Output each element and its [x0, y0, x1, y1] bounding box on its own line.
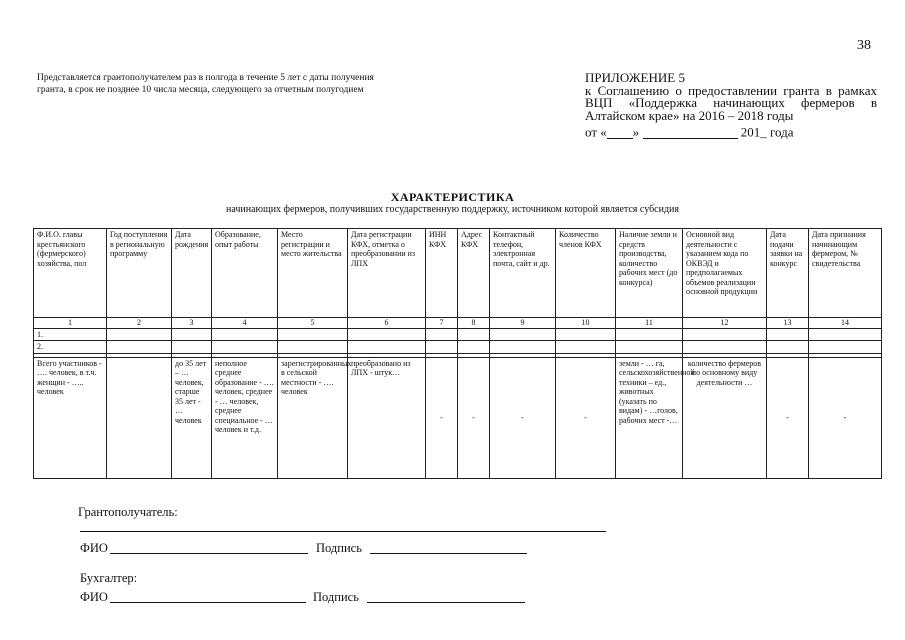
header-cell: Дата подачи заявки на конкурс	[767, 229, 809, 318]
date-day-blank	[607, 126, 633, 139]
total-education: неполное среднее образование - …. человек, среднее - … человек, среднее специальное - … человек и т.д.	[212, 357, 278, 478]
date-month-blank	[643, 126, 738, 139]
total-contacts: -	[490, 357, 556, 478]
row-number: 1.	[34, 328, 107, 341]
total-registration: зарегистрированных в сельской местности - …. человек	[278, 357, 348, 478]
total-participants: Всего участников - …. человек, в т.ч. женщин - ….. человек	[34, 357, 107, 478]
appendix-date	[585, 126, 877, 139]
header-cell: ИНН КФХ	[426, 229, 458, 318]
total-address: -	[458, 357, 490, 478]
table-row	[34, 328, 882, 341]
recipient-line	[80, 531, 606, 532]
accountant-sign-label: Подпись	[313, 590, 359, 604]
column-number: 12	[683, 318, 767, 329]
header-cell: Контактный телефон, электронная почта, сайт и др.	[490, 229, 556, 318]
accountant-sign-line[interactable]	[367, 602, 525, 603]
accountant-fio-label: ФИО	[80, 590, 108, 604]
document-subheading: начинающих фермеров, получивших государственную поддержку, источником которой является субсидия	[225, 204, 680, 215]
total-application-date: -	[767, 357, 809, 478]
date-mid: »	[632, 124, 640, 140]
total-members: -	[556, 357, 616, 478]
column-number: 13	[767, 318, 809, 329]
fio-label: ФИО	[80, 541, 108, 555]
fio-line[interactable]	[110, 553, 308, 554]
total-converted: преобразовано из ЛПХ - штук…	[348, 357, 426, 478]
column-number: 8	[458, 318, 490, 329]
appendix-block	[585, 72, 877, 139]
total-recognition-date: -	[809, 357, 882, 478]
header-cell: Основной вид деятельности с указанием кода по ОКВЭД и предполагаемых объемов реализации основной продукции	[683, 229, 767, 318]
column-number-row	[34, 318, 882, 329]
column-number: 2	[107, 318, 172, 329]
appendix-body: к Соглашению о предоставлении гранта в рамках ВЦП «Поддержка начинающих фермеров в Алтайском крае» на 2016 – 2018 годы	[585, 82, 877, 123]
column-number: 3	[172, 318, 212, 329]
table-row	[34, 341, 882, 354]
header-cell: Год поступления в региональную программу	[107, 229, 172, 318]
column-number: 5	[278, 318, 348, 329]
header-cell: Ф.И.О. главы крестьянского (фермерского) хозяйства, пол	[34, 229, 107, 318]
recipient-label: Грантополучатель:	[78, 505, 178, 519]
sign-label: Подпись	[316, 541, 362, 555]
header-cell: Дата рождения	[172, 229, 212, 318]
table-header-row	[34, 229, 882, 318]
date-year: 201_	[740, 124, 767, 140]
header-cell: Дата признания начинающим фермером, № свидетельства	[809, 229, 882, 318]
column-number: 7	[426, 318, 458, 329]
column-number: 6	[348, 318, 426, 329]
header-cell: Дата регистрации КФХ, отметка о преобразовании из ЛПХ	[348, 229, 426, 318]
column-number: 14	[809, 318, 882, 329]
row-number: 2.	[34, 341, 107, 354]
total-row	[34, 357, 882, 478]
accountant-label: Бухгалтер:	[80, 571, 138, 585]
submission-note: Представляется грантополучателем раз в полгода в течение 5 лет с даты получения гранта, в срок не позднее 10 числа месяца, следующего за отчетным полугодием	[37, 73, 374, 95]
header-cell: Количество членов КФХ	[556, 229, 616, 318]
total-assets: земли - … га, сельскохозяйственной техники – ед., животных (указать по видам) - …голов, рабочих мест -…	[616, 357, 683, 478]
characteristics-table	[33, 228, 882, 479]
header-cell: Адрес КФХ	[458, 229, 490, 318]
page-number: 38	[857, 38, 871, 53]
total-activity: количество фермеров по основному виду деятельности …	[683, 357, 767, 478]
header-cell: Место регистрации и место жительства	[278, 229, 348, 318]
accountant-fio-line[interactable]	[110, 602, 306, 603]
date-prefix: от «	[585, 124, 607, 140]
header-cell: Образование, опыт работы	[212, 229, 278, 318]
document-heading: ХАРАКТЕРИСТИКА	[390, 190, 515, 204]
column-number: 9	[490, 318, 556, 329]
total-inn: -	[426, 357, 458, 478]
total-age: до 35 лет – … человек, старше 35 лет - …человек	[172, 357, 212, 478]
column-number: 11	[616, 318, 683, 329]
header-cell: Наличие земли и средств производства, количество рабочих мест (до конкурса)	[616, 229, 683, 318]
column-number: 1	[34, 318, 107, 329]
date-suffix: года	[770, 124, 794, 140]
column-number: 4	[212, 318, 278, 329]
sign-line[interactable]	[370, 553, 527, 554]
appendix-title: ПРИЛОЖЕНИЕ 5	[585, 70, 685, 85]
column-number: 10	[556, 318, 616, 329]
